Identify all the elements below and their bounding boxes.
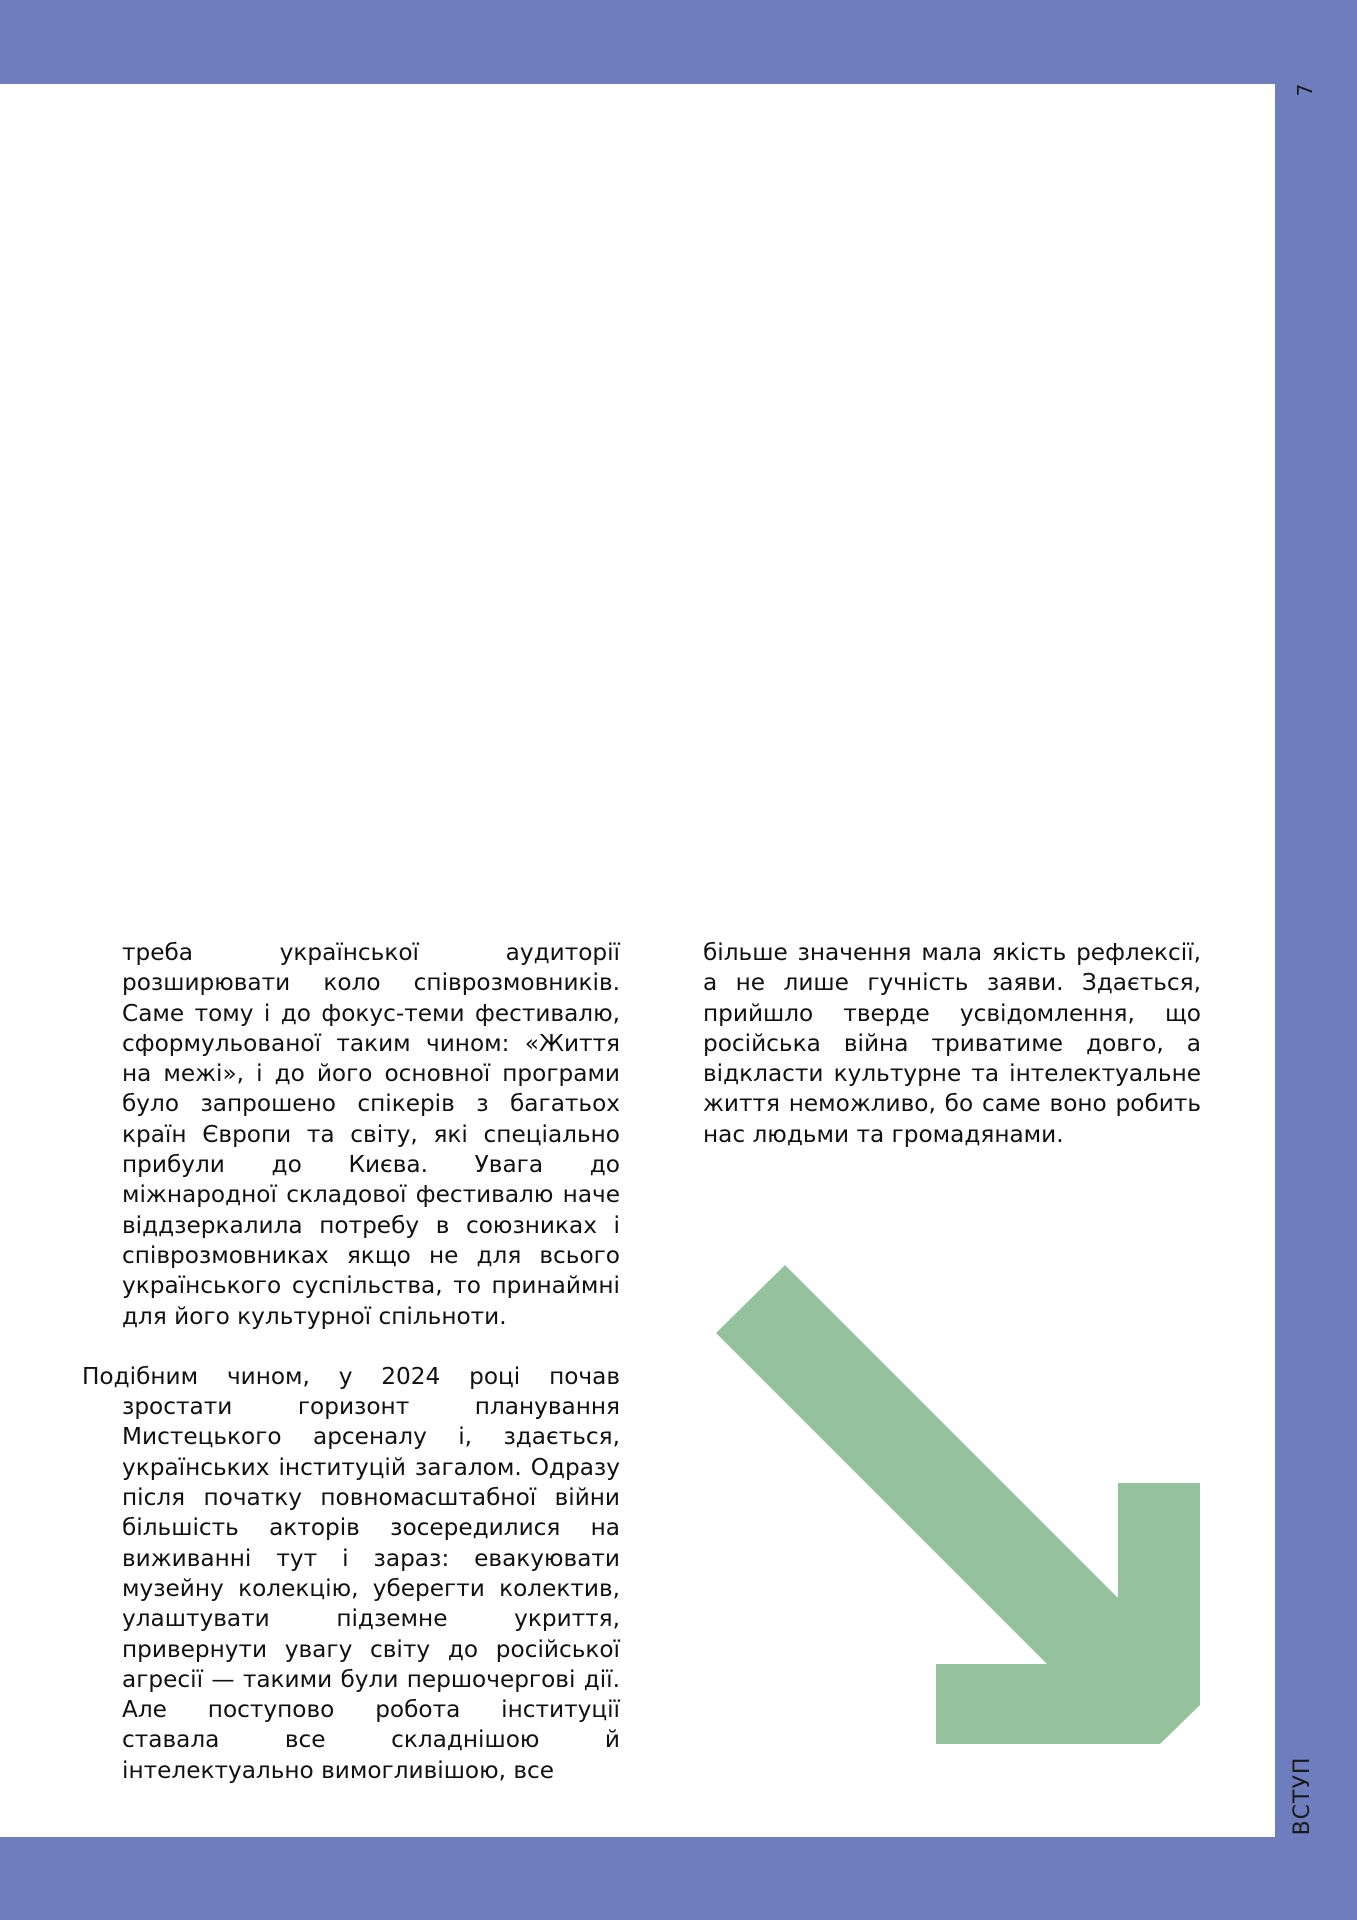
text-column-left [82,938,620,1786]
text-column-right [703,938,1201,1150]
arrow-shape [716,1265,1200,1744]
arrow-down-right-icon [700,1240,1220,1760]
section-label: ВСТУП [1290,1756,1315,1836]
page-number: 7 [1293,83,1317,97]
paragraph: Подібним чином, у 2024 році почав зростати горизонт планування Мистецького арсеналу і, здається, українських інституцій загалом. Одразу після початку повномасштабної війни більшість акторів зосередилися на виживанні тут і зараз: евакуювати музейну колекцію, уберегти колектив, улаштувати підземне укриття, привернути увагу світу до російської агресії — такими були першочергові дії. Але поступово робота інституції ставала все складнішою й інтелектуально вимогливішою, все [82,1362,620,1784]
paragraph-continued: треба української аудиторії розширювати коло співрозмовників. Саме тому і до фокус-теми фестивалю, сформульованої таким чином: «Життя на межі», і до його основної програми було запрошено спікерів з багатьох країн Європи та світу, які спеціально прибули до Києва. Увага до міжнародної складової фестивалю наче віддзеркалила потребу в союзниках і співрозмовниках якщо не для всього українського суспільства, то принаймні для його культурної спільноти. [122,939,620,1330]
paragraph-continued: більше значення мала якість рефлексії, а не лише гучність заяви. Здається, прийшло тверде усвідомлення, що російська війна триватиме довго, а відкласти культурне та інтелектуальне життя неможливо, бо саме воно робить нас людьми та громадянами. [703,939,1201,1148]
